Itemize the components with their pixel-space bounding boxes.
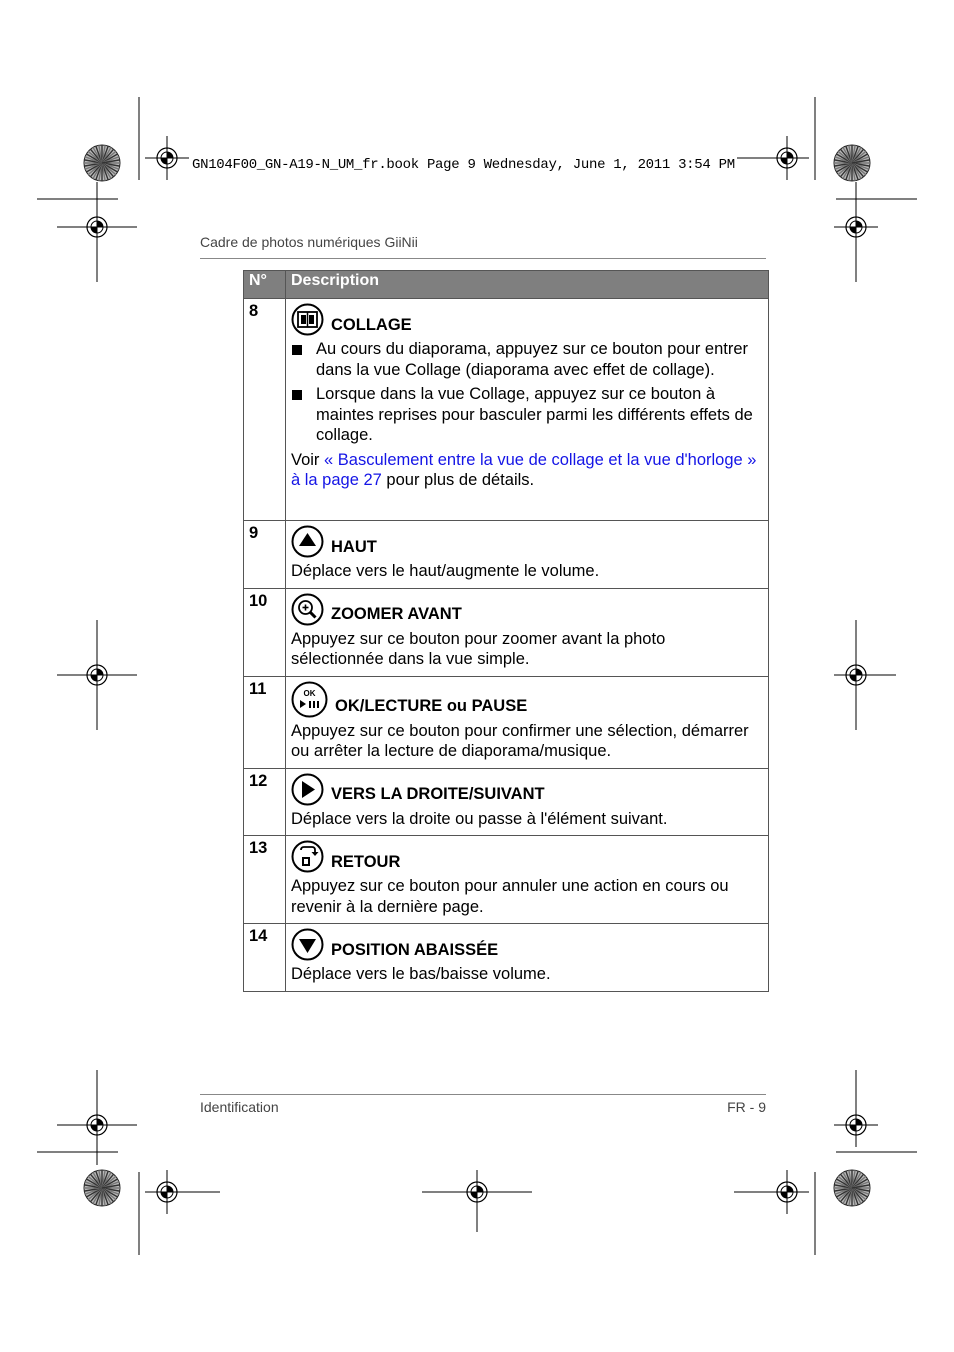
row-text: Appuyez sur ce bouton pour zoomer avant la photo sélectionnée dans la vue simple. <box>291 629 666 668</box>
row-title-text: RETOUR <box>331 852 401 871</box>
row-title <box>291 928 762 961</box>
ok-label: OK <box>303 688 316 698</box>
registration-target-icon <box>455 1170 499 1214</box>
right-arrow-icon <box>291 773 324 806</box>
table-row <box>244 588 769 676</box>
row-number: 13 <box>244 836 286 924</box>
registration-target-icon <box>834 653 878 697</box>
see-also <box>291 450 762 491</box>
down-arrow-icon <box>291 928 324 961</box>
table-row <box>244 836 769 924</box>
row-title-text: HAUT <box>331 537 377 556</box>
row-text: Déplace vers le haut/augmente le volume. <box>291 562 600 580</box>
table-row <box>244 924 769 992</box>
header-rule <box>200 258 766 259</box>
bullet-text: Lorsque dans la vue Collage, appuyez sur ce bouton à maintes reprises pour basculer parmi les différents effets de collage. <box>316 385 753 444</box>
row-text: Appuyez sur ce bouton pour annuler une action en cours ou revenir à la dernière page. <box>291 877 729 916</box>
description-table <box>243 270 769 992</box>
row-title-text: ZOOMER AVANT <box>331 605 462 623</box>
row-title-text: POSITION ABAISSÉE <box>331 940 499 959</box>
up-arrow-icon <box>291 525 324 558</box>
registration-target-icon <box>57 1085 137 1165</box>
color-wheel-icon <box>84 1170 120 1206</box>
row-title-text: COLLAGE <box>331 315 412 334</box>
print-header: GN104F00_GN-A19-N_UM_fr.book Page 9 Wednesday, June 1, 2011 3:54 PM <box>192 157 735 173</box>
row-title <box>291 681 762 718</box>
list-item <box>291 384 762 446</box>
see-prefix: Voir <box>291 450 325 469</box>
table-row <box>244 299 769 521</box>
bullet-square-icon <box>292 345 302 355</box>
registration-target-icon <box>834 205 878 249</box>
see-suffix: pour plus de détails. <box>381 471 535 489</box>
row-text: Déplace vers la droite ou passe à l'élément suivant. <box>291 809 668 828</box>
col-header-number: N° <box>244 271 286 299</box>
registration-target-icon <box>834 1103 878 1147</box>
registration-target-icon <box>57 635 137 715</box>
table-row <box>244 521 769 589</box>
color-wheel-icon <box>834 145 870 181</box>
bullet-square-icon <box>292 390 302 400</box>
footer-page-number: FR - 9 <box>727 1099 766 1115</box>
cross-reference-link[interactable]: « Basculement entre la vue de collage et la vue d'horloge » à la page 27 <box>291 450 757 489</box>
row-title <box>291 773 762 806</box>
back-icon <box>291 840 324 873</box>
row-number: 11 <box>244 676 286 768</box>
color-wheel-icon <box>84 145 120 181</box>
table-row <box>244 676 769 768</box>
row-number: 9 <box>244 521 286 589</box>
list-item <box>291 339 762 380</box>
table-row <box>244 768 769 836</box>
row-title <box>291 525 762 558</box>
row-title-text: OK/LECTURE ou PAUSE <box>335 697 528 715</box>
running-head: Cadre de photos numériques GiiNii <box>200 234 418 250</box>
footer-rule <box>200 1094 766 1095</box>
zoom-in-icon <box>291 593 324 626</box>
registration-target-icon <box>145 1170 189 1214</box>
row-number: 12 <box>244 768 286 836</box>
footer-section: Identification <box>200 1099 279 1115</box>
bullet-text: Au cours du diaporama, appuyez sur ce bouton pour entrer dans la vue Collage (diaporama avec effet de collage). <box>316 340 749 379</box>
row-number: 10 <box>244 588 286 676</box>
registration-target-icon <box>57 187 137 267</box>
ok-play-pause-icon <box>291 681 328 718</box>
row-title <box>291 593 762 626</box>
registration-target-icon <box>765 136 809 180</box>
registration-target-icon <box>145 136 189 180</box>
color-wheel-icon <box>834 1170 870 1206</box>
registration-target-icon <box>765 1170 809 1214</box>
row-text: Appuyez sur ce bouton pour confirmer une sélection, démarrer ou arrêter la lecture de diaporama/musique. <box>291 721 749 760</box>
collage-icon <box>291 303 324 336</box>
row-number: 14 <box>244 924 286 992</box>
row-title-text: VERS LA DROITE/SUIVANT <box>331 785 545 803</box>
col-header-description: Description <box>286 271 769 299</box>
row-text: Déplace vers le bas/baisse volume. <box>291 965 551 983</box>
bullet-list <box>291 339 762 446</box>
row-number: 8 <box>244 299 286 521</box>
row-title <box>291 303 762 336</box>
row-title <box>291 840 762 873</box>
